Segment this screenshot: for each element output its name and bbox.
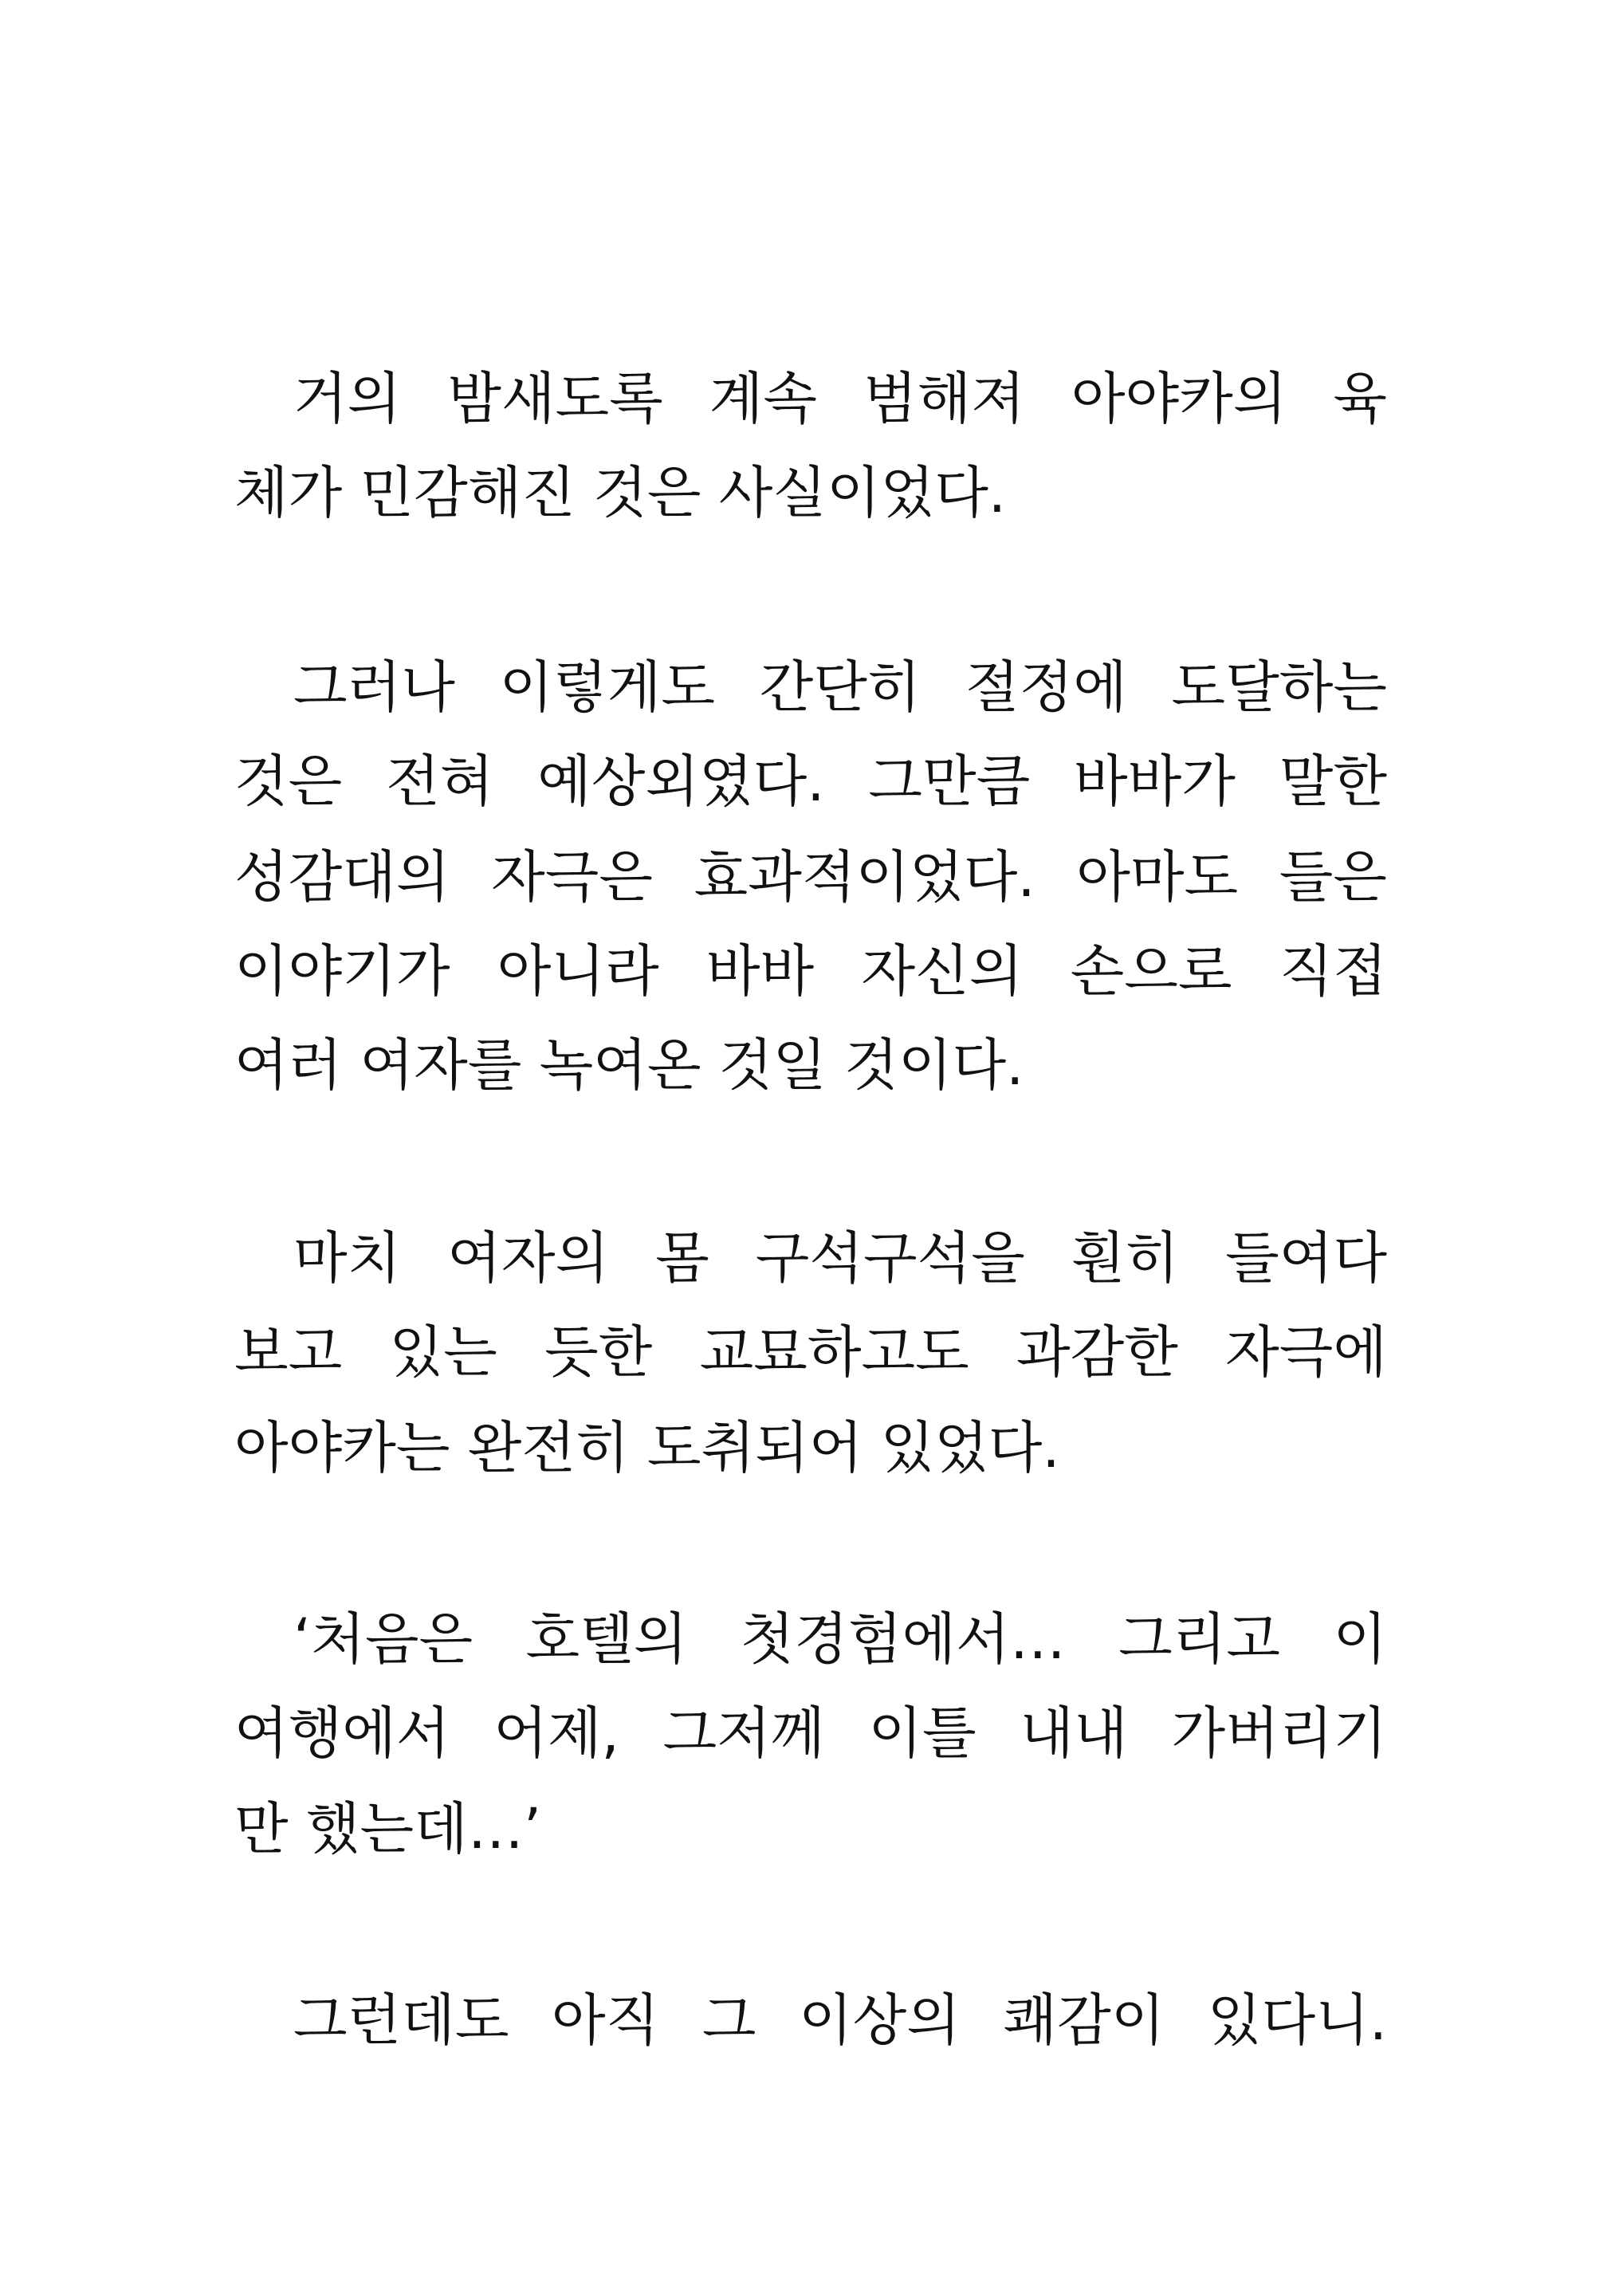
text-line: 만 했는데…’ [234, 1796, 541, 1862]
text-line: 아야카는 완전히 도취되어 있었다. [234, 1415, 1060, 1480]
text-line: 것은 전혀 예상외였다. 그만큼 바바가 말한 [234, 749, 1387, 814]
text-line: 이야기가 아니라 바바 자신의 손으로 직접 [234, 938, 1387, 1004]
text-line: ‘처음은 호텔의 첫경험에서… 그리고 이 [293, 1606, 1387, 1672]
text-line: 그런데도 아직 그 이상의 쾌감이 있다니. [293, 1987, 1387, 2053]
text-line: 마치 여자의 몸 구석구석을 훤히 들여다 [293, 1225, 1387, 1291]
text-line: 거의 밤새도록 계속 범해져 아야카의 육 [293, 366, 1387, 431]
text-line: 여행에서 어제, 그저께 이틀 내내 가버리기 [234, 1700, 1387, 1766]
text-line: 성감대의 자극은 효과적이었다. 아마도 들은 [234, 844, 1387, 910]
text-line: 보고 있는 듯한 교묘하고도 과감한 자극에 [234, 1319, 1387, 1385]
text-line: 그러나 이렇게도 간단히 절정에 도달하는 [293, 655, 1387, 720]
text-line: 여러 여자를 녹여온 것일 것이다. [234, 1032, 1024, 1098]
text-line: 체가 민감해진 것은 사실이었다. [234, 460, 1007, 525]
